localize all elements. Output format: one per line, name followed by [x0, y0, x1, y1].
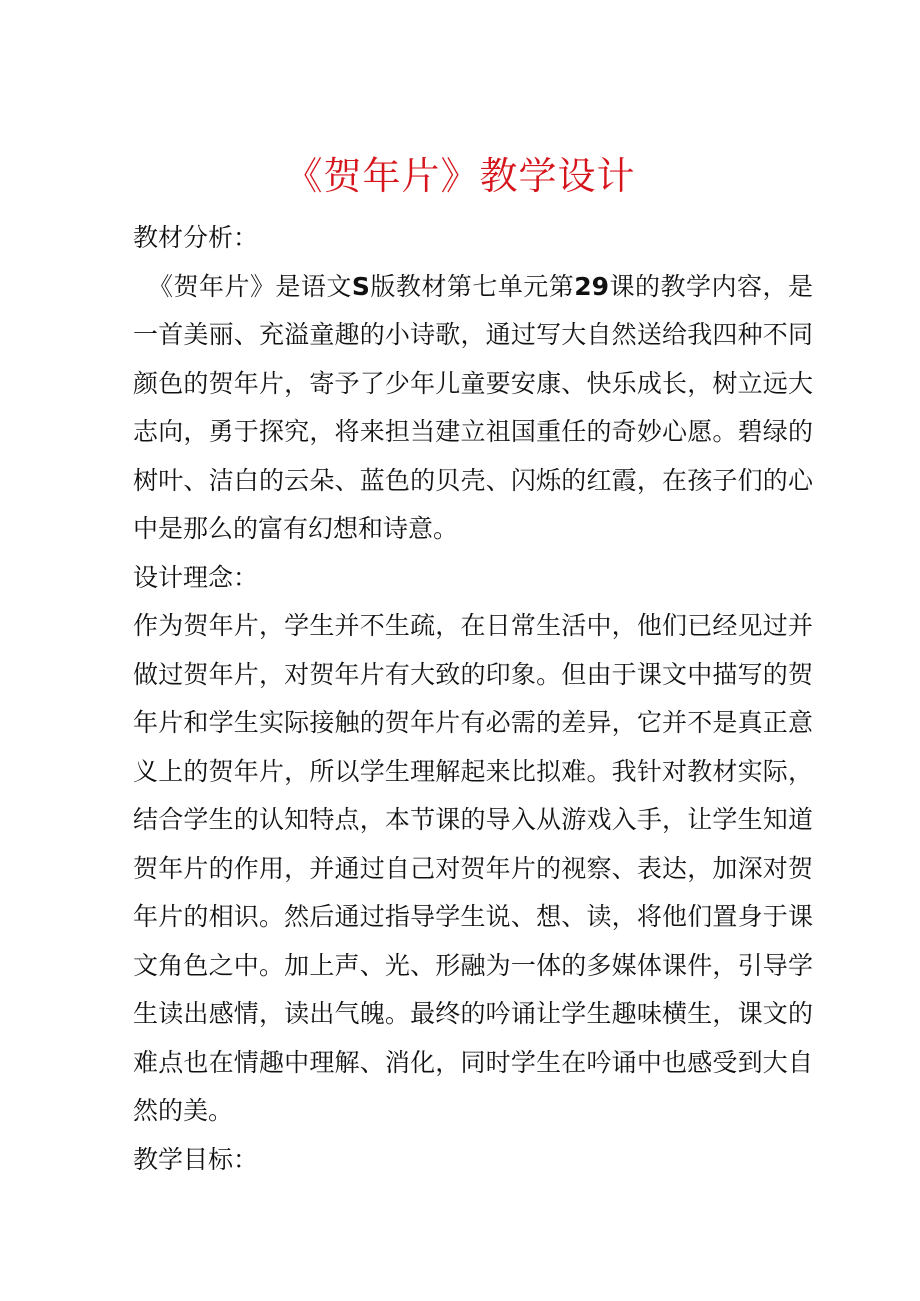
section-heading-textbook-analysis: 教材分析： — [133, 223, 259, 252]
paragraph-design-concept: 作为贺年片，学生并不生疏，在日常生活中，他们已经见过并做过贺年片，对贺年片有大致的印象。但由于课文中描写的贺年片和学生实际接触的贺年片有必需的差异，它并不是真正意义上的贺年片，所以学生理解起来比拟难。我针对教材实际，结合学生的认知特点，本节课的导入从游戏入手，让学生知道贺年片的作用，并通过自己对贺年片的视察、表达，加深对贺年片的相识。然后通过指导学生说、想、读，将他们置身于课文角色之中。加上声、光、形融为一体的多媒体课件，引导学生读出感情，读出气魄。最终的吟诵让学生趣味横生，课文的难点也在情趣中理解、消化，同时学生在吟诵中也感受到大自然的美。 — [133, 611, 813, 1125]
section-heading-design-concept: 设计理念： — [133, 562, 259, 592]
document-title: 《贺年片》教学设计 — [284, 154, 636, 198]
edition-letter: S — [351, 271, 370, 301]
section-heading-teaching-goals: 教学目标： — [133, 1144, 259, 1174]
lesson-number: 29 — [574, 271, 610, 301]
text-run: 《贺年片》是语文 — [148, 271, 352, 301]
text-run: 课的教学内容，是一首美丽、充溢童趣的小诗歌，通过写大自然送给我四种不同颜色的贺年片，寄予了少年儿童要安康、快乐成长，树立远大志向，勇于探究，将来担当建立祖国重任的奇妙心愿。碧绿的树叶、洁白的云朵、蓝色的贝壳、闪烁的红霞，在孩子们的心中是那么的富有幻想和诗意。 — [133, 271, 813, 543]
paragraph-textbook-analysis — [133, 263, 813, 554]
document-body — [133, 214, 813, 1184]
text-run: 版教材第七单元第 — [369, 271, 575, 301]
